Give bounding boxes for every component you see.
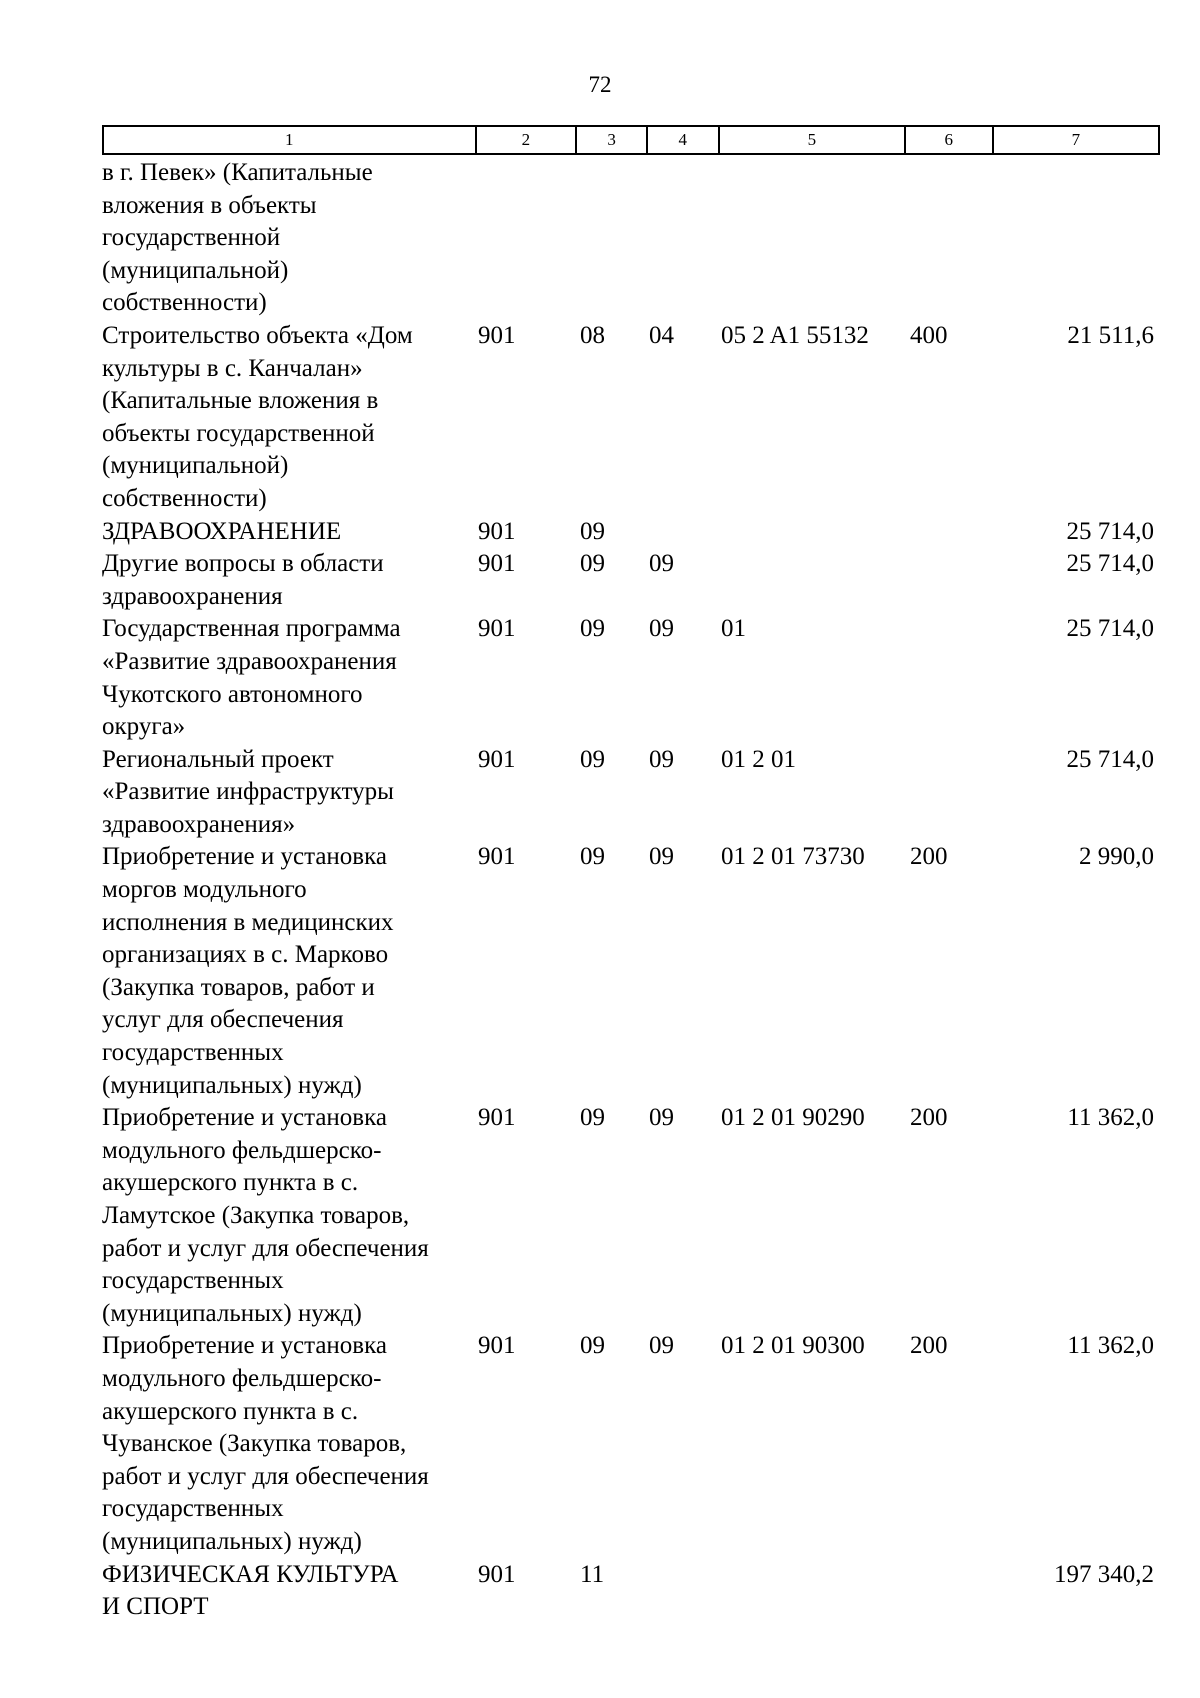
table-row [102, 1330, 1160, 1558]
row-section: 09 [580, 517, 605, 545]
table-row [102, 613, 1160, 743]
row-subsection: 09 [649, 1104, 674, 1132]
header-col-6: 6 [906, 127, 994, 153]
header-col-5: 5 [720, 127, 906, 153]
row-name: ЗДРАВООХРАНЕНИЕ [102, 517, 342, 545]
row-amount: 25 714,0 [1066, 615, 1154, 643]
row-ministry-code [476, 157, 577, 320]
row-name: Региональный проект «Развитие инфраструктуры здравоохранения» [102, 745, 394, 838]
row-expense-type [907, 157, 995, 320]
header-col-3: 3 [577, 127, 648, 153]
row-expense-type: 200 [910, 1332, 948, 1360]
row-target-article: 01 2 01 90300 [721, 1332, 865, 1360]
row-ministry-code: 901 [478, 1560, 516, 1588]
row-amount: 25 714,0 [1066, 517, 1154, 545]
header-col-1: 1 [104, 127, 477, 153]
row-target-article [720, 157, 907, 320]
row-amount: 11 362,0 [1067, 1104, 1154, 1132]
row-expense-type [907, 548, 995, 613]
row-name: Другие вопросы в области здравоохранения [102, 550, 384, 610]
row-target-article: 01 2 01 73730 [721, 843, 865, 871]
row-amount: 21 511,6 [1067, 321, 1154, 349]
header-col-7: 7 [1071, 130, 1081, 149]
table-row [102, 516, 1160, 549]
row-ministry-code: 901 [478, 1332, 516, 1360]
row-amount: 25 714,0 [1066, 745, 1154, 773]
row-expense-type: 200 [910, 1104, 948, 1132]
table-row [102, 320, 1160, 516]
row-target-article: 05 2 A1 55132 [721, 321, 869, 349]
row-section: 09 [580, 745, 605, 773]
row-amount: 11 362,0 [1067, 1332, 1154, 1360]
row-expense-type [907, 1559, 995, 1624]
table-row [102, 157, 1160, 320]
row-subsection: 09 [649, 550, 674, 578]
row-target-article [720, 548, 907, 613]
row-expense-type: 200 [910, 843, 948, 871]
row-ministry-code: 901 [478, 321, 516, 349]
row-ministry-code: 901 [478, 517, 516, 545]
row-name: Приобретение и установка модульного фельдшерско- акушерского пункта в с. Ламутское (Закупка товаров, работ и услуг для обеспечения государственных (муниципальных) нужд) [102, 1104, 429, 1327]
row-amount: 2 990,0 [1079, 843, 1154, 871]
row-expense-type: 400 [910, 321, 948, 349]
row-ministry-code: 901 [478, 550, 516, 578]
row-expense-type [907, 516, 995, 549]
row-ministry-code: 901 [478, 615, 516, 643]
row-name: Приобретение и установка моргов модульного исполнения в медицинских организациях в с. Марково (Закупка товаров, работ и услуг для обеспечения государственных (муниципальных) нужд) [102, 843, 394, 1099]
table-row [102, 1102, 1160, 1330]
row-amount: 25 714,0 [1066, 550, 1154, 578]
row-name: Строительство объекта «Дом культуры в с. Канчалан» (Капитальные вложения в объекты государственной (муниципальной) собственности) [102, 321, 413, 512]
row-target-article [720, 1559, 907, 1624]
row-ministry-code: 901 [478, 1104, 516, 1132]
row-section: 08 [580, 321, 605, 349]
row-section: 09 [580, 615, 605, 643]
row-ministry-code: 901 [478, 843, 516, 871]
row-subsection: 09 [649, 1332, 674, 1360]
row-name: Приобретение и установка модульного фельдшерско- акушерского пункта в с. Чуванское (Закупка товаров, работ и услуг для обеспечения государственных (муниципальных) нужд) [102, 1332, 429, 1555]
table-header [102, 125, 1160, 155]
row-amount: 197 340,2 [1054, 1560, 1154, 1588]
row-name: Государственная программа «Развитие здравоохранения Чукотского автономного округа» [102, 615, 401, 741]
row-subsection [648, 1559, 720, 1624]
table-row [102, 1559, 1160, 1624]
row-ministry-code: 901 [478, 745, 516, 773]
table-row [102, 548, 1160, 613]
header-col-4: 4 [648, 127, 720, 153]
row-target-article: 01 2 01 90290 [721, 1104, 865, 1132]
row-section: 11 [580, 1560, 605, 1588]
row-section [577, 157, 648, 320]
row-subsection: 04 [649, 321, 674, 349]
row-section: 09 [580, 1332, 605, 1360]
row-amount [995, 157, 1154, 320]
row-subsection: 09 [649, 843, 674, 871]
table-row [102, 841, 1160, 1102]
table-body [102, 157, 1160, 1624]
row-target-article: 01 2 01 [721, 745, 796, 773]
row-subsection: 09 [649, 615, 674, 643]
row-expense-type [907, 613, 995, 743]
row-subsection [648, 516, 720, 549]
row-target-article: 01 [721, 615, 746, 643]
row-subsection: 09 [649, 745, 674, 773]
row-section: 09 [580, 843, 605, 871]
row-section: 09 [580, 550, 605, 578]
row-name: ФИЗИЧЕСКАЯ КУЛЬТУРА И СПОРТ [102, 1560, 399, 1621]
row-target-article [720, 516, 907, 549]
table-row [102, 744, 1160, 842]
row-expense-type [907, 744, 995, 842]
row-subsection [648, 157, 720, 320]
row-name: в г. Певек» (Капитальные вложения в объекты государственной (муниципальной) собственности) [102, 159, 373, 317]
page-number: 72 [588, 72, 612, 97]
header-col-2: 2 [477, 127, 578, 153]
row-section: 09 [580, 1104, 605, 1132]
